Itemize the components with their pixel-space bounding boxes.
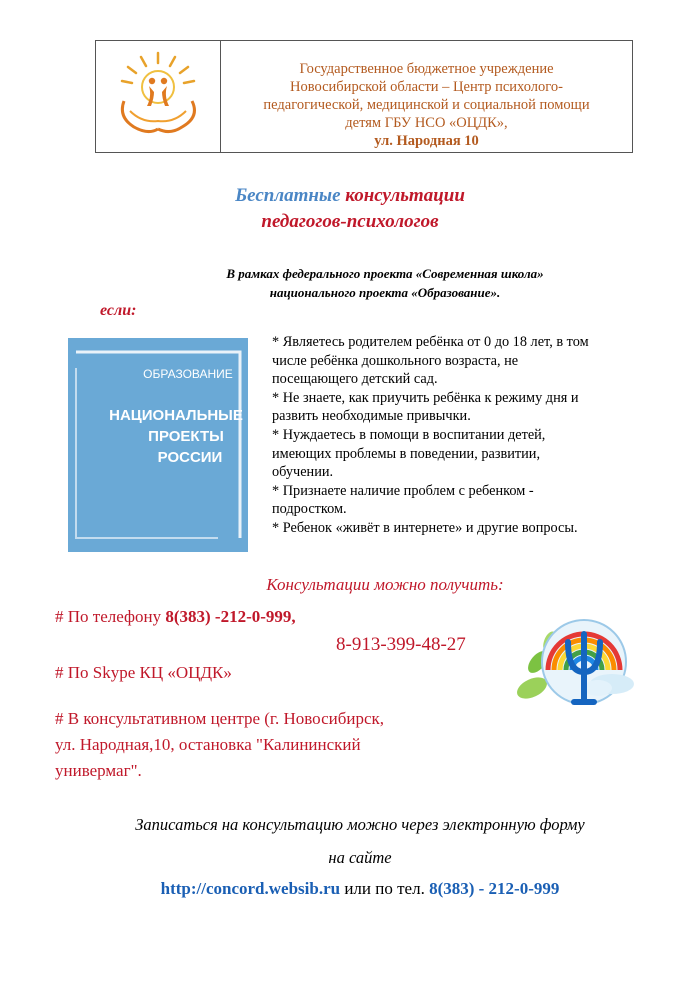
np-logo-top-text: ОБРАЗОВАНИЕ [143, 367, 233, 381]
title-line2: педагогов-психологов [261, 211, 439, 232]
reason-item: * Являетесь родителем ребёнка от 0 до 18 лет, в том числе ребёнка дошкольного возраста, не посещающего детский сад. [272, 334, 589, 388]
header-line: Новосибирской области – Центр психолого- [290, 79, 563, 95]
contact-center-line1: # В консультативном центре (г. Новосибирск, [55, 709, 385, 728]
contact-phone [55, 606, 296, 628]
footer-middle-text: или по тел. [340, 879, 430, 898]
np-logo-line: ПРОЕКТЫ [148, 428, 224, 445]
np-logo-line: РОССИИ [157, 449, 223, 466]
sun-hands-logo-icon [108, 51, 208, 143]
psychology-logo-icon [512, 606, 652, 718]
header-line: педагогической, медицинской и социальной помощи [263, 97, 590, 113]
contact-center-line2: ул. Народная,10, остановка "Калининский [55, 735, 361, 754]
header-box [95, 40, 633, 153]
phone-number-2: 8-913-399-48-27 [336, 634, 466, 655]
footer-phone: 8(383) - 212-0-999 [429, 879, 560, 898]
contact-skype: # По Skype КЦ «ОЦДК» [55, 663, 232, 682]
subtitle [0, 264, 700, 302]
page-title [0, 183, 700, 235]
reason-item: * Признаете наличие проблем с ребенком - подростком. [272, 482, 534, 518]
title-consultations: консультации [345, 185, 465, 206]
phone-prefix: # По телефону [55, 607, 166, 626]
title-free: Бесплатные [235, 185, 341, 206]
header-text [221, 41, 632, 152]
center-logo [96, 41, 221, 152]
website-link[interactable]: http://concord.websib.ru [160, 879, 341, 898]
header-line: Государственное бюджетное учреждение [299, 61, 554, 77]
reason-item: * Ребенок «живёт в интернете» и другие вопросы. [272, 519, 578, 536]
subtitle-line2: национального проекта «Образование». [269, 285, 501, 300]
header-line: детям ГБУ НСО «ОЦДК», [345, 115, 508, 131]
phone-number-1: 8(383) -212-0-999, [165, 607, 296, 626]
footer-line2: на сайте [328, 848, 392, 867]
reasons-list [272, 333, 672, 538]
contact-center-line3: универмаг". [55, 761, 142, 780]
reason-item: * Нуждаетесь в помощи в воспитании детей, имеющих проблемы в поведении, развитии, обучении. [272, 426, 546, 481]
header-address: ул. Народная 10 [374, 133, 479, 149]
national-projects-logo [68, 338, 248, 552]
np-logo-line: НАЦИОНАЛЬНЫЕ [109, 407, 243, 424]
reason-item: * Не знаете, как приучить ребёнка к режиму дня и развить необходимые привычки. [272, 389, 579, 425]
get-consultation-heading: Консультации можно получить: [266, 575, 504, 594]
if-label: если: [100, 302, 137, 319]
footer-line1: Записаться на консультацию можно через электронную форму [135, 815, 585, 834]
subtitle-line1: В рамках федерального проекта «Современная школа» [226, 266, 544, 281]
footer-contact [0, 879, 700, 899]
